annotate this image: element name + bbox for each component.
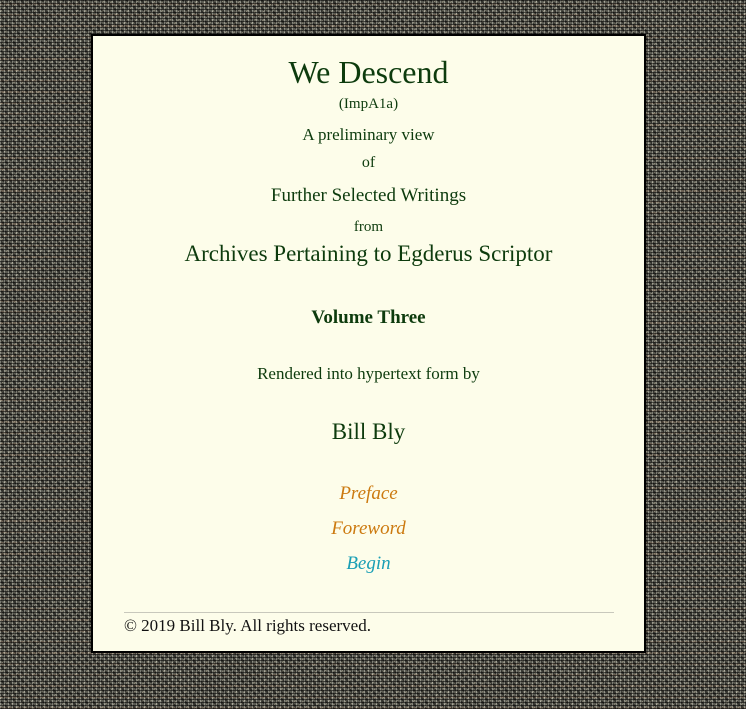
writings-title: Further Selected Writings [270, 185, 467, 206]
footer-divider [124, 612, 614, 613]
volume-heading: Volume Three [311, 307, 426, 328]
foreword-link[interactable]: Foreword [331, 518, 406, 539]
preface-link[interactable]: Preface [339, 483, 398, 504]
author-name: Bill Bly [331, 419, 406, 444]
document-code: (ImpA1a) [338, 96, 399, 112]
preliminary-text: A preliminary view [302, 125, 435, 144]
of-text: of [361, 154, 376, 171]
copyright-footer: © 2019 Bill Bly. All rights reserved. [124, 616, 371, 635]
title-panel [91, 34, 646, 653]
from-text: from [353, 219, 384, 235]
page-title: We Descend [288, 54, 449, 90]
archives-title: Archives Pertaining to Egderus Scriptor [184, 241, 553, 266]
begin-link[interactable]: Begin [346, 553, 391, 574]
rendered-by-text: Rendered into hypertext form by [257, 364, 480, 383]
